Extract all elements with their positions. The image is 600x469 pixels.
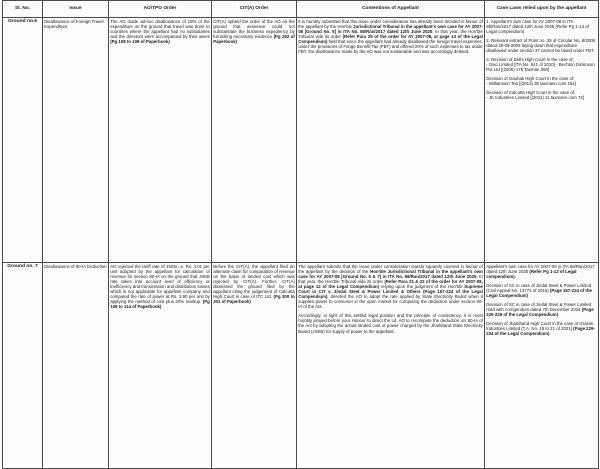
case-law-item — [486, 90, 597, 100]
case-law-compendium-ref: (Refer Pg 1-13 of Legal compendium). — [486, 269, 577, 280]
contention-compendium-ref: (Page 167-224 of the Legal Compendium) — [298, 289, 483, 300]
cit-order-text: Before the CIT(A), the appellant filed an alternate claim for computation of revenue on the basis of landed cost which was rejected by CIT(A). Further, CIT(A) dismissed the ground filed by the appellant citing the judgement of Calcutta High Court in case of ITC Ltd. — [213, 263, 295, 300]
ao-order-text: AO rejected the tariff rate of JSEB i.e. Rs. 4.01 per unit adopted by the appellant for calculation of revenue for section 80-IA on the ground that JSEB rate takes into account level of efficiency or inefficiency and transmission and distribution losses which is not applicable for appellant company and computed the rate of power at Rs. 3.90 per unit by applying the method of cost plus 20% markup. — [110, 263, 210, 305]
issue-cell: Disallowance of Foreign Travel Expenditure — [43, 18, 109, 263]
sl-no-cell: Ground no. 7 — [3, 263, 43, 468]
table-row-ground-7 — [3, 263, 599, 468]
issue-cell: Disallowance of 80-IA Deduction — [43, 263, 109, 468]
contention-sc-ref: Supreme Court in CIT v. Jindal Steel & Power Limited & Others — [298, 284, 483, 295]
contention-compendium-ref: (Refer Para 25 of the order for AY 2007-08, at page 13 of the Legal Compendium) — [298, 33, 483, 44]
case-law-item — [486, 283, 597, 298]
cit-order-cell — [212, 263, 297, 468]
case-laws-cell — [485, 18, 599, 263]
case-law-list: - Williamson Tea [(2013) 35 taxmann.com 154] — [486, 81, 576, 87]
header-row — [3, 1, 599, 18]
contention-text: It is humbly submitted that this issue under consideration has already been decided in favour of the appellant by the Hon'ble — [298, 18, 483, 29]
header-ao-order: AO/TPO Order — [109, 1, 212, 18]
ao-order-cell — [109, 263, 212, 468]
case-law-title: Decision of Calcutta High Court in the case of: — [486, 90, 576, 96]
cit-order-paperbook-ref: (Pg 292 of Paperbook) — [213, 33, 295, 44]
case-law-list: - Givo Limited [ITA No. 941 of 2010] - Bechton Dickinson Pvt Ltd [(2006) 175 Taxman 350] — [486, 62, 595, 73]
case-law-item — [486, 57, 597, 72]
contention-text: , directed the AO to adopt the rate applied by State Electricity Board when it supplies power to consumer in the open market for computing the deduction under section 80-IA of the Act. — [298, 294, 483, 310]
contention-text: . In that year, the Hon'ble Tribunal vide its order — [298, 28, 483, 39]
ao-order-paperbook-ref: (Pg 109 to 114 of Paperbook) — [110, 299, 210, 310]
case-law-text: Decision of SC in case of Jindal Steel & Power Limited read with corrigendum dated 7th December 2024 — [486, 302, 592, 313]
contention-text: . In that year, the Hon'ble Tribunal vide its order — [298, 274, 483, 285]
contention-text: The appellant submits that the issue under consideration stands squarely covered in favour of the appellant by the decision of the — [298, 263, 483, 275]
case-laws-cell — [485, 263, 599, 468]
ao-order-paperbook-ref: (Pg 108 to 109 of Paperbook) — [110, 38, 170, 44]
case-law-compendium-ref: (Page 229-234 of the Legal Compendium) — [486, 326, 595, 337]
contention-text: held that since the appellant had already disallowed the foreign travel expenses, under the provisions of Fringe Benefit Tax (FBT) and offered 20% of such expenses to tax under FBT, the disallowance made by the AO was not sustainable and was accordingly deleted. — [298, 38, 483, 55]
case-law-title: Decision of Gauhati High Court in the case of: — [486, 76, 575, 82]
case-law-compendium-ref: (Page 167-224 of the Legal Compendium) — [486, 288, 592, 299]
ao-order-cell — [109, 18, 212, 263]
header-sl-no: Sl. No. — [3, 1, 43, 18]
case-law-item: 1. Appellant's own case for AY 2007-08 in ITA 68/Ran/2017 dated 12th June 2025 (Refer Pg 1-13 of Legal compendium) — [486, 18, 589, 34]
case-law-text: Appellant's own case for AY 2007-08 in ITA 68/Ran/2017 dated 12th June 2025 — [486, 263, 595, 275]
contention-text: relying upon the judgment of the Hon'ble — [379, 284, 465, 290]
case-law-item — [486, 264, 597, 279]
header-contentions: Contentions of Appellant — [297, 1, 485, 18]
cit-order-cell — [212, 18, 297, 263]
case-law-item: 2. Relevant extract of Point no. 35 of Circular No. 8/2005 dated 29-08-2005 laying down that expenditure disallowed under section 37 cannot be taxed under FBT. — [486, 37, 596, 54]
case-law-compendium-ref: (Page 225-228 of the Legal Compendium) — [486, 307, 594, 318]
case-law-text: Decision of SC in case of Jindal Steel & Power Limited (Civil Appeal No. 13771 of 2015) — [486, 283, 592, 294]
cit-order-paperbook-ref: (Pg 300 to 301 of Paperbook) — [213, 294, 295, 305]
case-law-title: 3. Decision of Delhi High Court in the case of: — [486, 57, 574, 63]
header-issue: Issue — [43, 1, 109, 18]
ao-order-text: The AO made ad-hoc disallowance of 15% of the expenditure on the ground that travel was done to countries where the appellant had no subsidiaries and the directors were accompanied by their wives — [110, 18, 210, 39]
contentions-cell — [297, 263, 485, 468]
case-law-item — [486, 302, 597, 317]
grounds-table — [2, 0, 599, 469]
case-law-item — [486, 321, 597, 336]
contention-compendium-ref: (Refer Para 21 & 22 of the order for AY 2007-08, at page 12 of the Legal Compendium) — [298, 279, 483, 290]
contentions-cell — [297, 18, 485, 263]
case-law-text: Decision of Jharkhand High Court in the case of Grasim Industries Limited [T.A. No. 18 to 21 of 2021] — [486, 321, 594, 332]
contention-tribunal-ref: Hon'ble Jurisdictional Tribunal in the appellant's own case for AY 2007-08 [Ground No. 6 & 7] in ITA No. 68/Ran/2017 dated 12th June 2025 — [298, 269, 483, 280]
header-cit-order: CIT(A) Order — [212, 1, 297, 18]
contention-paragraph: Accordingly, in light of this settled legal position and the principle of consistency, it is most humbly prayed before your Honour to direct the Ld. AO to recompute the deduction u/s 80-IA of the Act by adopting the actual landed cost of power charged by the Jharkhand State Electricity Board (JSEB) for supply of power to the appellant. — [298, 313, 483, 334]
case-law-list: - JK Industries Limited [(2011) 11 taxmann.com 72] — [486, 95, 585, 101]
header-case-laws: Case Laws relied upon by the appellant — [485, 1, 599, 18]
contention-tribunal-ref: Jurisdictional Tribunal in the appellant's own case for AY 2007-08 [Ground No. 5] in ITA No. 68/Ran/2017 dated 12th June 2025 — [298, 23, 483, 34]
contention-paragraph — [298, 264, 483, 309]
cit-order-text: CIT(A) upheld the order of the AO on the ground that assessee could not substantiate the business expediency by furnishing necessary evidence — [213, 18, 295, 39]
case-law-item — [486, 76, 597, 86]
sl-no-cell: Ground no.6 — [3, 18, 43, 263]
table-row-ground-6 — [3, 18, 599, 263]
